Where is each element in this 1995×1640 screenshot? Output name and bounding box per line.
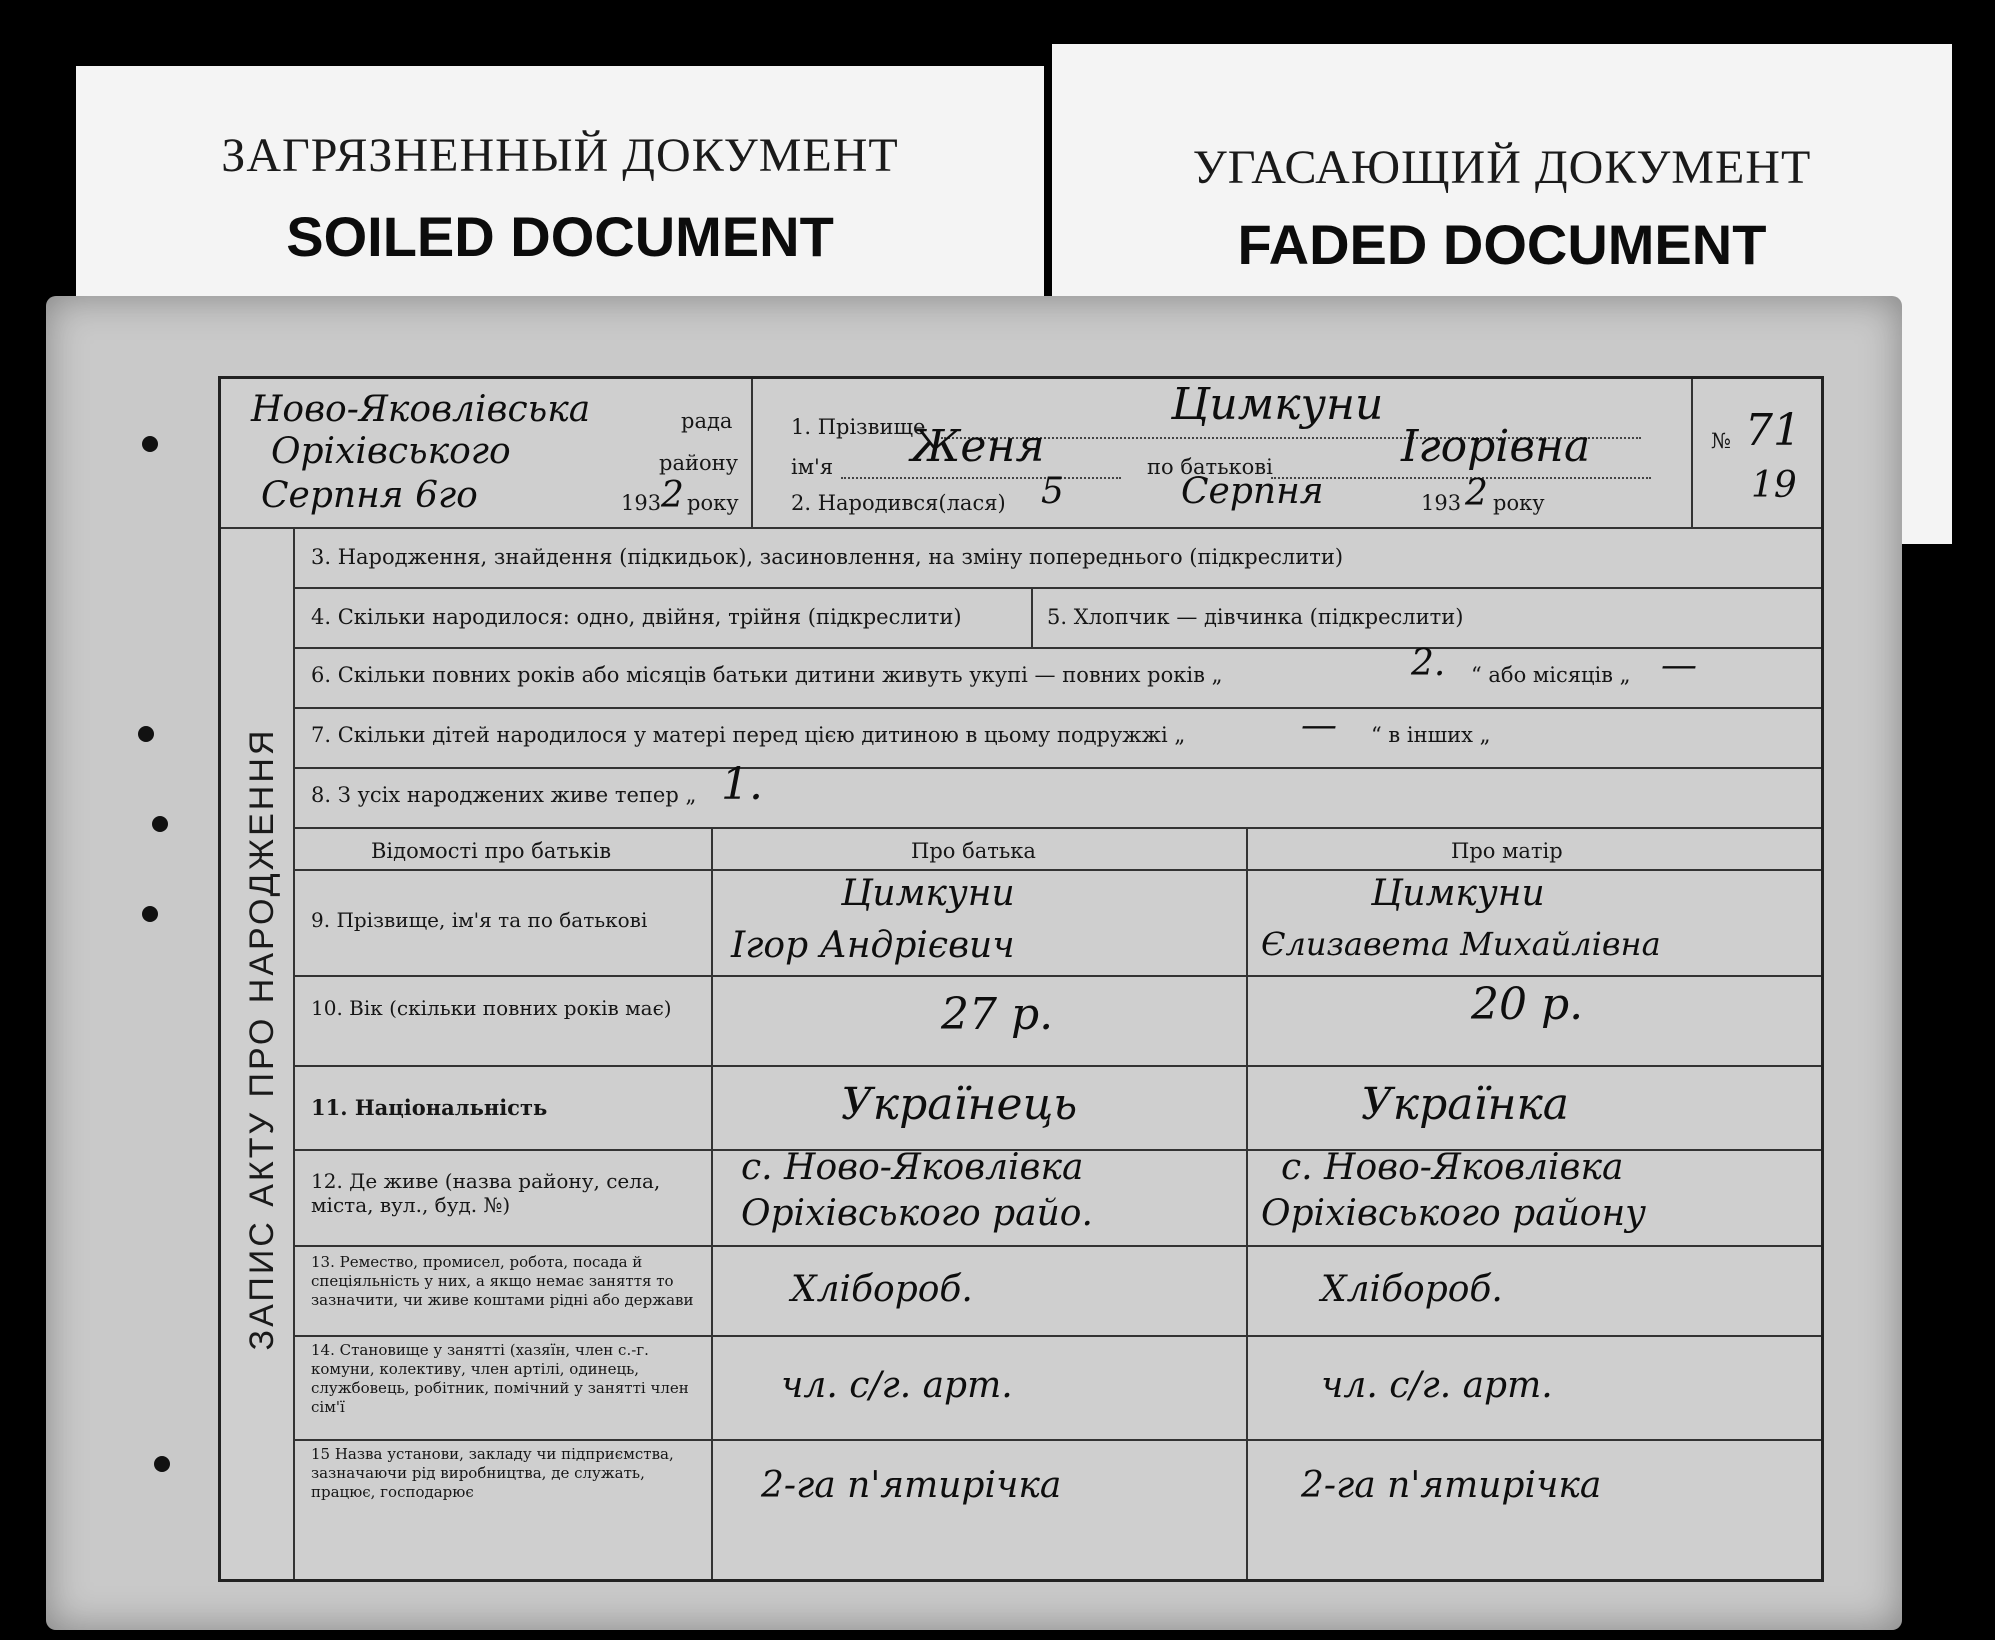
table-header-father: Про батька	[911, 839, 1036, 863]
table-row-label: 10. Вік (скільки повних років має)	[311, 996, 672, 1020]
row-7-other: “ в інших „	[1371, 723, 1491, 747]
table-row-label: 9. Прізвище, ім'я та по батькові	[311, 908, 648, 932]
father-status: чл. с/г. арт.	[781, 1365, 1013, 1406]
father-address-1: с. Ново-Яковлівка	[741, 1147, 1084, 1188]
row-6-months: —	[1661, 645, 1697, 686]
surname-label: 1. Прізвище	[791, 415, 926, 439]
table-row-label: 12. Де живе (назва району, села, міста, вул., буд. №)	[311, 1169, 661, 1217]
punch-hole	[142, 906, 158, 922]
born-day: 5	[1041, 471, 1064, 512]
soiled-label-en: SOILED DOCUMENT	[286, 205, 834, 268]
district-name: Оріхівського	[271, 431, 511, 472]
council-name: Ново-Яковлівська	[251, 389, 591, 430]
row-6-months-label: “ або місяців „	[1471, 663, 1631, 687]
faded-label-ru: УГАСАЮЩИЙ ДОКУМЕНТ	[1192, 141, 1812, 194]
soiled-label-ru: ЗАГРЯЗНЕННЫЙ ДОКУМЕНТ	[221, 129, 899, 182]
district-label: району	[659, 451, 738, 475]
soiled-document-label	[76, 66, 1044, 314]
faded-label-en: FADED DOCUMENT	[1237, 213, 1767, 276]
born-label: 2. Народився(лася)	[791, 491, 1006, 515]
father-nationality: Українець	[841, 1079, 1078, 1130]
record-number: 71	[1745, 405, 1801, 456]
table-row-label: 13. Ремество, промисел, робота, посада й спеціяльність у них, а якщо немає заняття то зазначити, чи живе коштами рідні або держави	[311, 1253, 694, 1309]
father-address-2: Оріхівського райо.	[741, 1193, 1093, 1234]
table-header-info: Відомості про батьків	[371, 839, 612, 863]
registration-year-suffix: року	[687, 491, 739, 515]
born-year-prefix: 193	[1421, 491, 1462, 515]
row-3: 3. Народження, знайдення (підкидьок), засиновлення, на зміну попереднього (підкреслити)	[311, 545, 1344, 569]
record-number-label: №	[1711, 429, 1731, 453]
row-7: 7. Скільки дітей народилося у матері перед цією дитиною в цьому подружжі „	[311, 723, 1186, 747]
mother-occupation: Хлібороб.	[1321, 1269, 1503, 1310]
name-label: ім'я	[791, 455, 834, 479]
row-8: 8. З усіх народжених живе тепер „	[311, 783, 697, 807]
born-year-digit: 2	[1465, 473, 1488, 514]
mother-surname: Цимкуни	[1371, 873, 1545, 914]
registration-date: Серпня 6го	[261, 475, 478, 516]
born-year-suffix: року	[1493, 491, 1545, 515]
row-4: 4. Скільки народилося: одно, двійня, трійня (підкреслити)	[311, 605, 962, 629]
table-row-label: 14. Становище у занятті (хазяїн, член с.-г. комуни, колективу, член артілі, одинець, службовець, робітник, помічний у занятті член сім'ї	[311, 1341, 689, 1416]
child-patronymic: Ігорівна	[1401, 421, 1591, 472]
punch-hole	[154, 1456, 170, 1472]
birth-record-card	[46, 296, 1902, 1630]
row-6: 6. Скільки повних років або місяців батьки дитини живуть укупі — повних років „	[311, 663, 1223, 687]
mother-age: 20 р.	[1471, 979, 1584, 1030]
birth-act-form	[218, 376, 1824, 1582]
side-title: ЗАПИС АКТУ ПРО НАРОДЖЕННЯ	[243, 727, 281, 1351]
row-6-years: 2.	[1411, 643, 1446, 684]
father-name: Ігор Андрієвич	[731, 925, 1015, 966]
record-number-extra: 19	[1751, 465, 1797, 506]
registration-year-prefix: 193	[621, 491, 662, 515]
mother-workplace: 2-га п'ятирічка	[1301, 1465, 1602, 1506]
row-8-value: 1.	[721, 759, 763, 810]
table-row-label: 11. Національність	[311, 1095, 548, 1120]
table-header-mother: Про матір	[1451, 839, 1563, 863]
father-age: 27 р.	[941, 989, 1054, 1040]
mother-name: Єлизавета Михайлівна	[1261, 925, 1661, 963]
father-surname: Цимкуни	[841, 873, 1015, 914]
punch-hole	[152, 816, 168, 832]
row-5: 5. Хлопчик — дівчинка (підкреслити)	[1047, 605, 1464, 629]
table-row-label: 15 Назва установи, закладу чи підприємства, зазначаючи рід виробництва, де служать, працює, господарює	[311, 1445, 674, 1501]
council-label: рада	[681, 409, 733, 433]
punch-hole	[138, 726, 154, 742]
mother-address-2: Оріхівського району	[1261, 1193, 1647, 1234]
child-surname: Цимкуни	[1171, 379, 1384, 430]
patronymic-label: по батькові	[1147, 455, 1273, 479]
row-7-value: —	[1301, 705, 1337, 746]
mother-nationality: Українка	[1361, 1079, 1570, 1130]
father-occupation: Хлібороб.	[791, 1269, 973, 1310]
punch-hole	[142, 436, 158, 452]
child-name: Женя	[911, 421, 1045, 472]
mother-address-1: с. Ново-Яковлівка	[1281, 1147, 1624, 1188]
mother-status: чл. с/г. арт.	[1321, 1365, 1553, 1406]
father-workplace: 2-га п'ятирічка	[761, 1465, 1062, 1506]
registration-year-digit: 2	[661, 475, 684, 516]
born-month: Серпня	[1181, 471, 1324, 512]
